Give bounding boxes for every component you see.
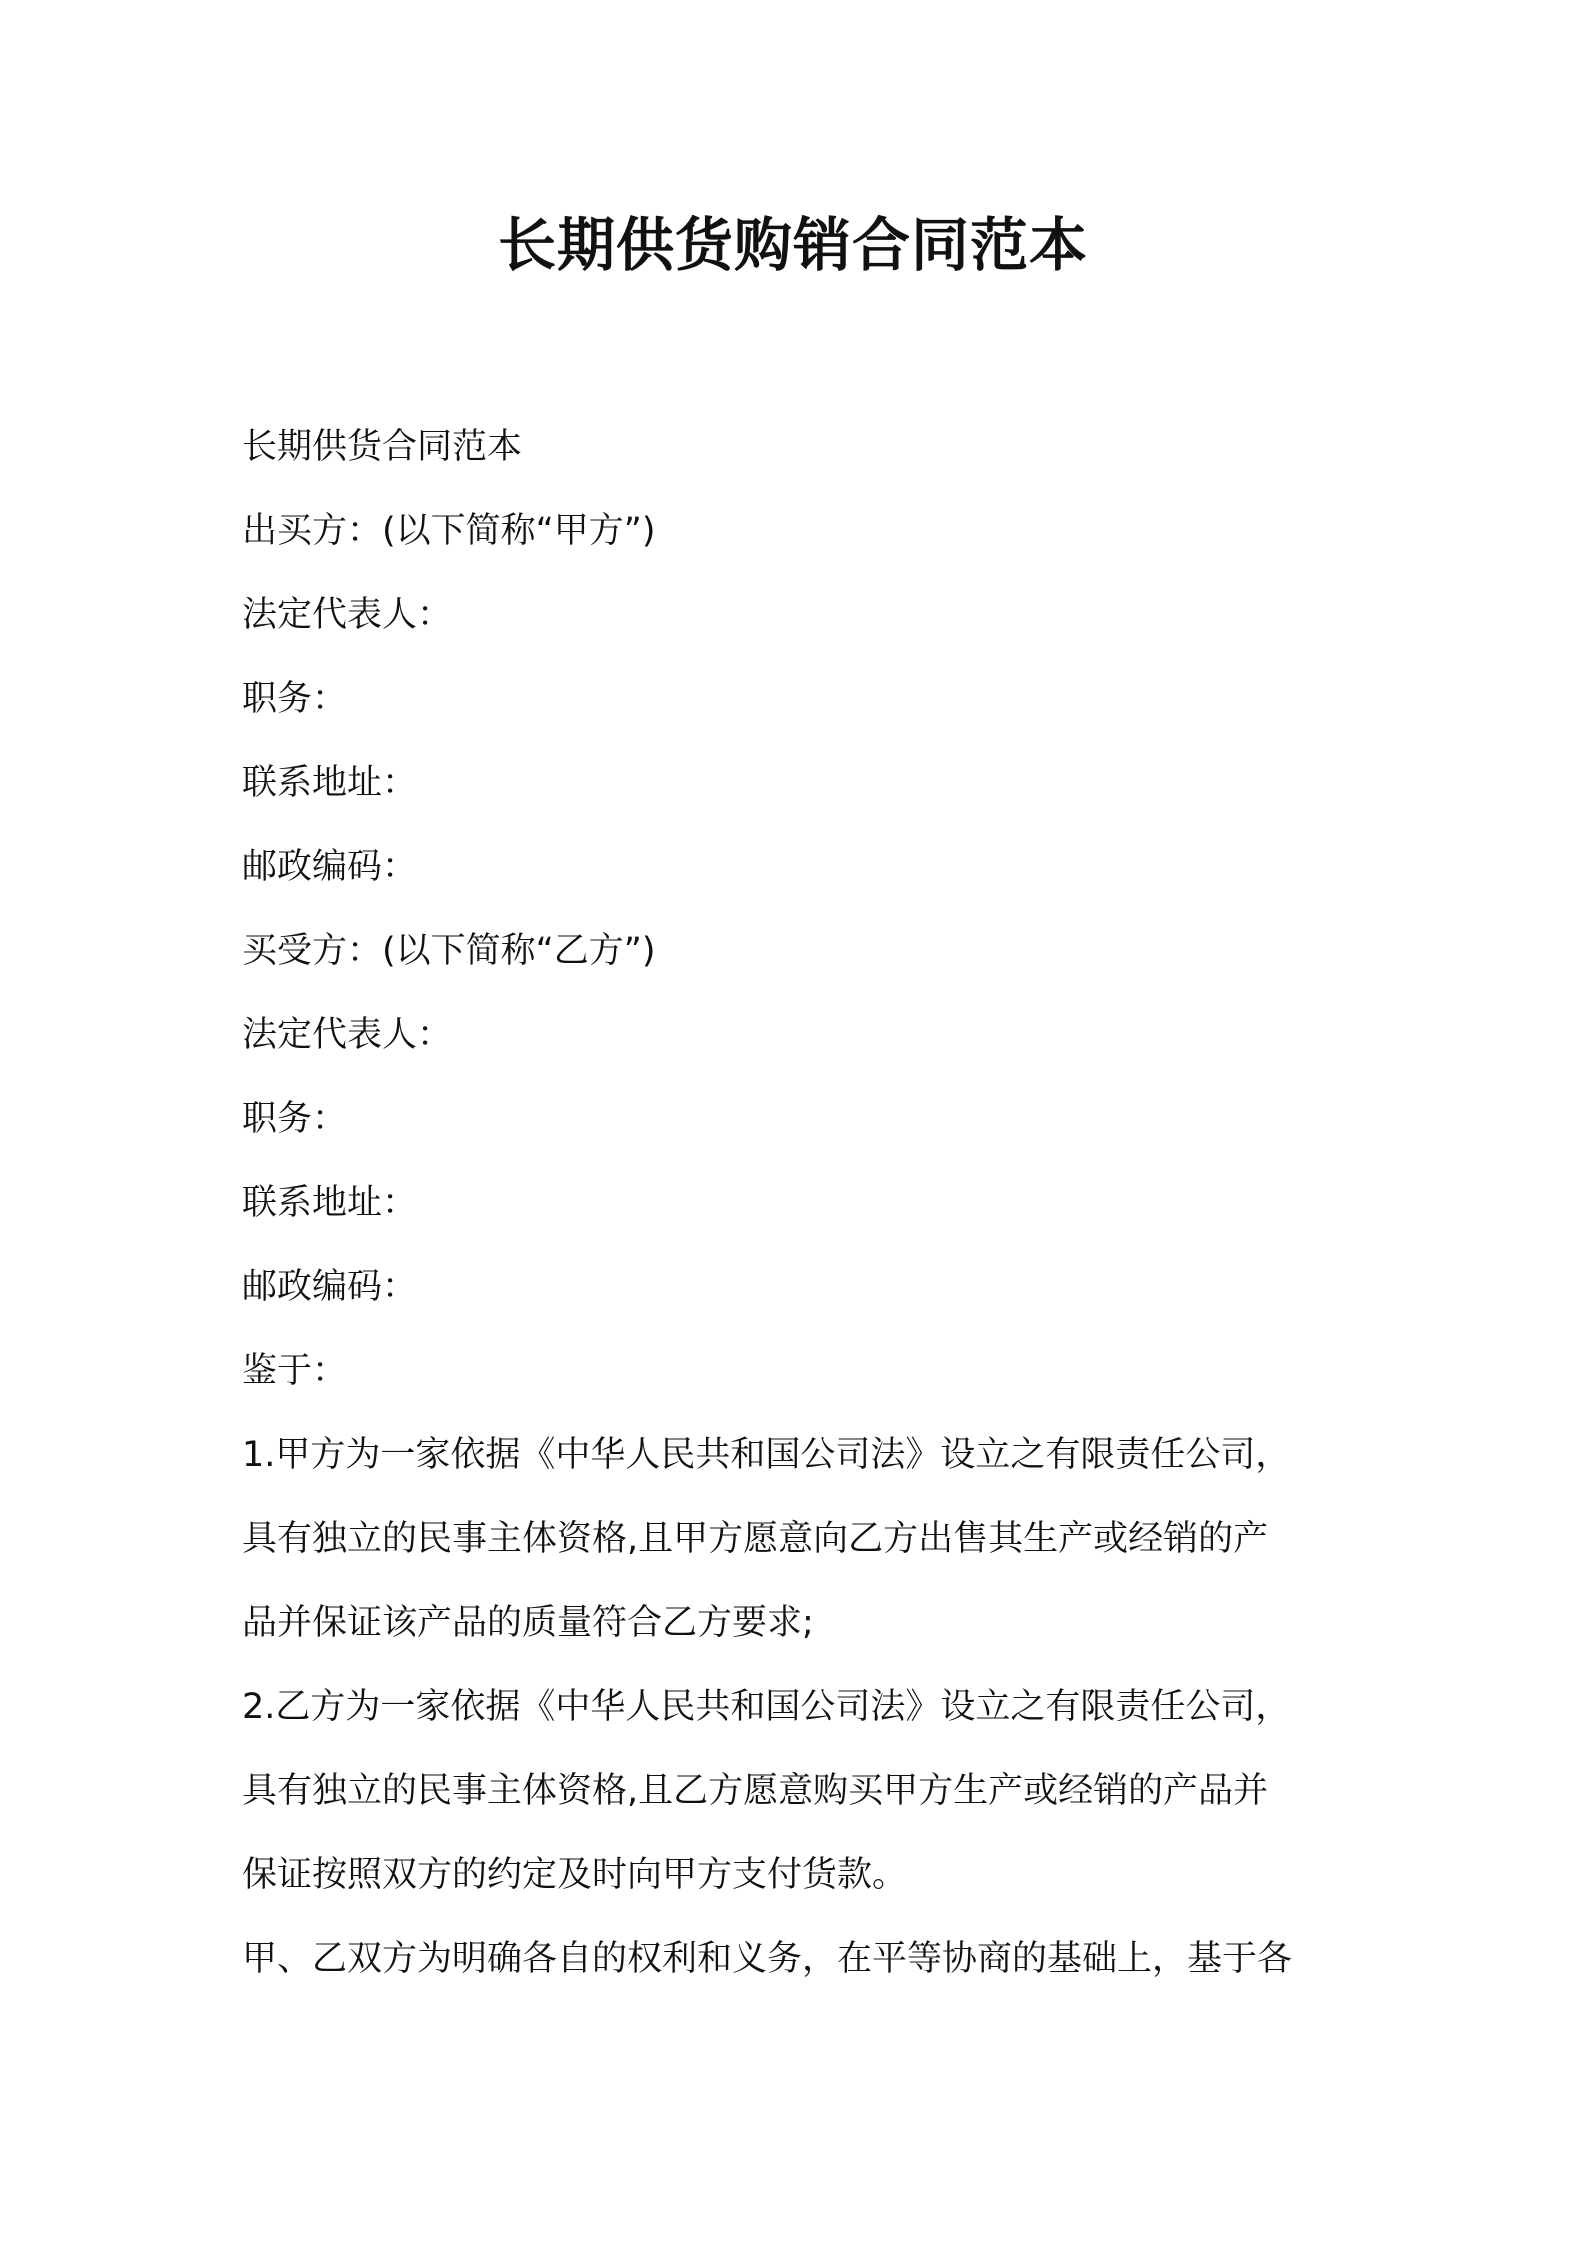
document-body (242, 405, 1362, 2001)
text-line: 鉴于： (242, 1351, 348, 1391)
text-line: 1.甲方为一家依据《中华人民共和国公司法》设立之有限责任公司， (242, 1435, 1291, 1475)
text-line: 具有独立的民事主体资格,且甲方愿意向乙方出售其生产或经销的产 (242, 1519, 1269, 1559)
document-title: 长期供货购销合同范本 (497, 211, 1088, 279)
text-line: 联系地址： (242, 763, 418, 803)
text-line: 职务： (242, 679, 348, 719)
text-line: 保证按照双方的约定及时向甲方支付货款。 (242, 1855, 908, 1895)
text-line: 买受方：(以下简称“乙方”) (242, 931, 656, 971)
text-line: 品并保证该产品的质量符合乙方要求; (242, 1603, 814, 1643)
text-line: 长期供货合同范本 (242, 427, 523, 467)
text-line: 出买方：(以下简称“甲方”) (242, 511, 656, 551)
text-line: 邮政编码： (242, 1267, 418, 1307)
text-line: 职务： (242, 1099, 348, 1139)
text-line: 联系地址： (242, 1183, 418, 1223)
text-line: 2.乙方为一家依据《中华人民共和国公司法》设立之有限责任公司， (242, 1687, 1291, 1727)
text-line: 法定代表人： (242, 1015, 453, 1055)
text-line: 邮政编码： (242, 847, 418, 887)
text-line: 具有独立的民事主体资格,且乙方愿意购买甲方生产或经销的产品并 (242, 1771, 1269, 1811)
text-line: 法定代表人： (242, 595, 453, 635)
text-line: 甲、乙双方为明确各自的权利和义务，在平等协商的基础上，基于各 (242, 1939, 1293, 1979)
